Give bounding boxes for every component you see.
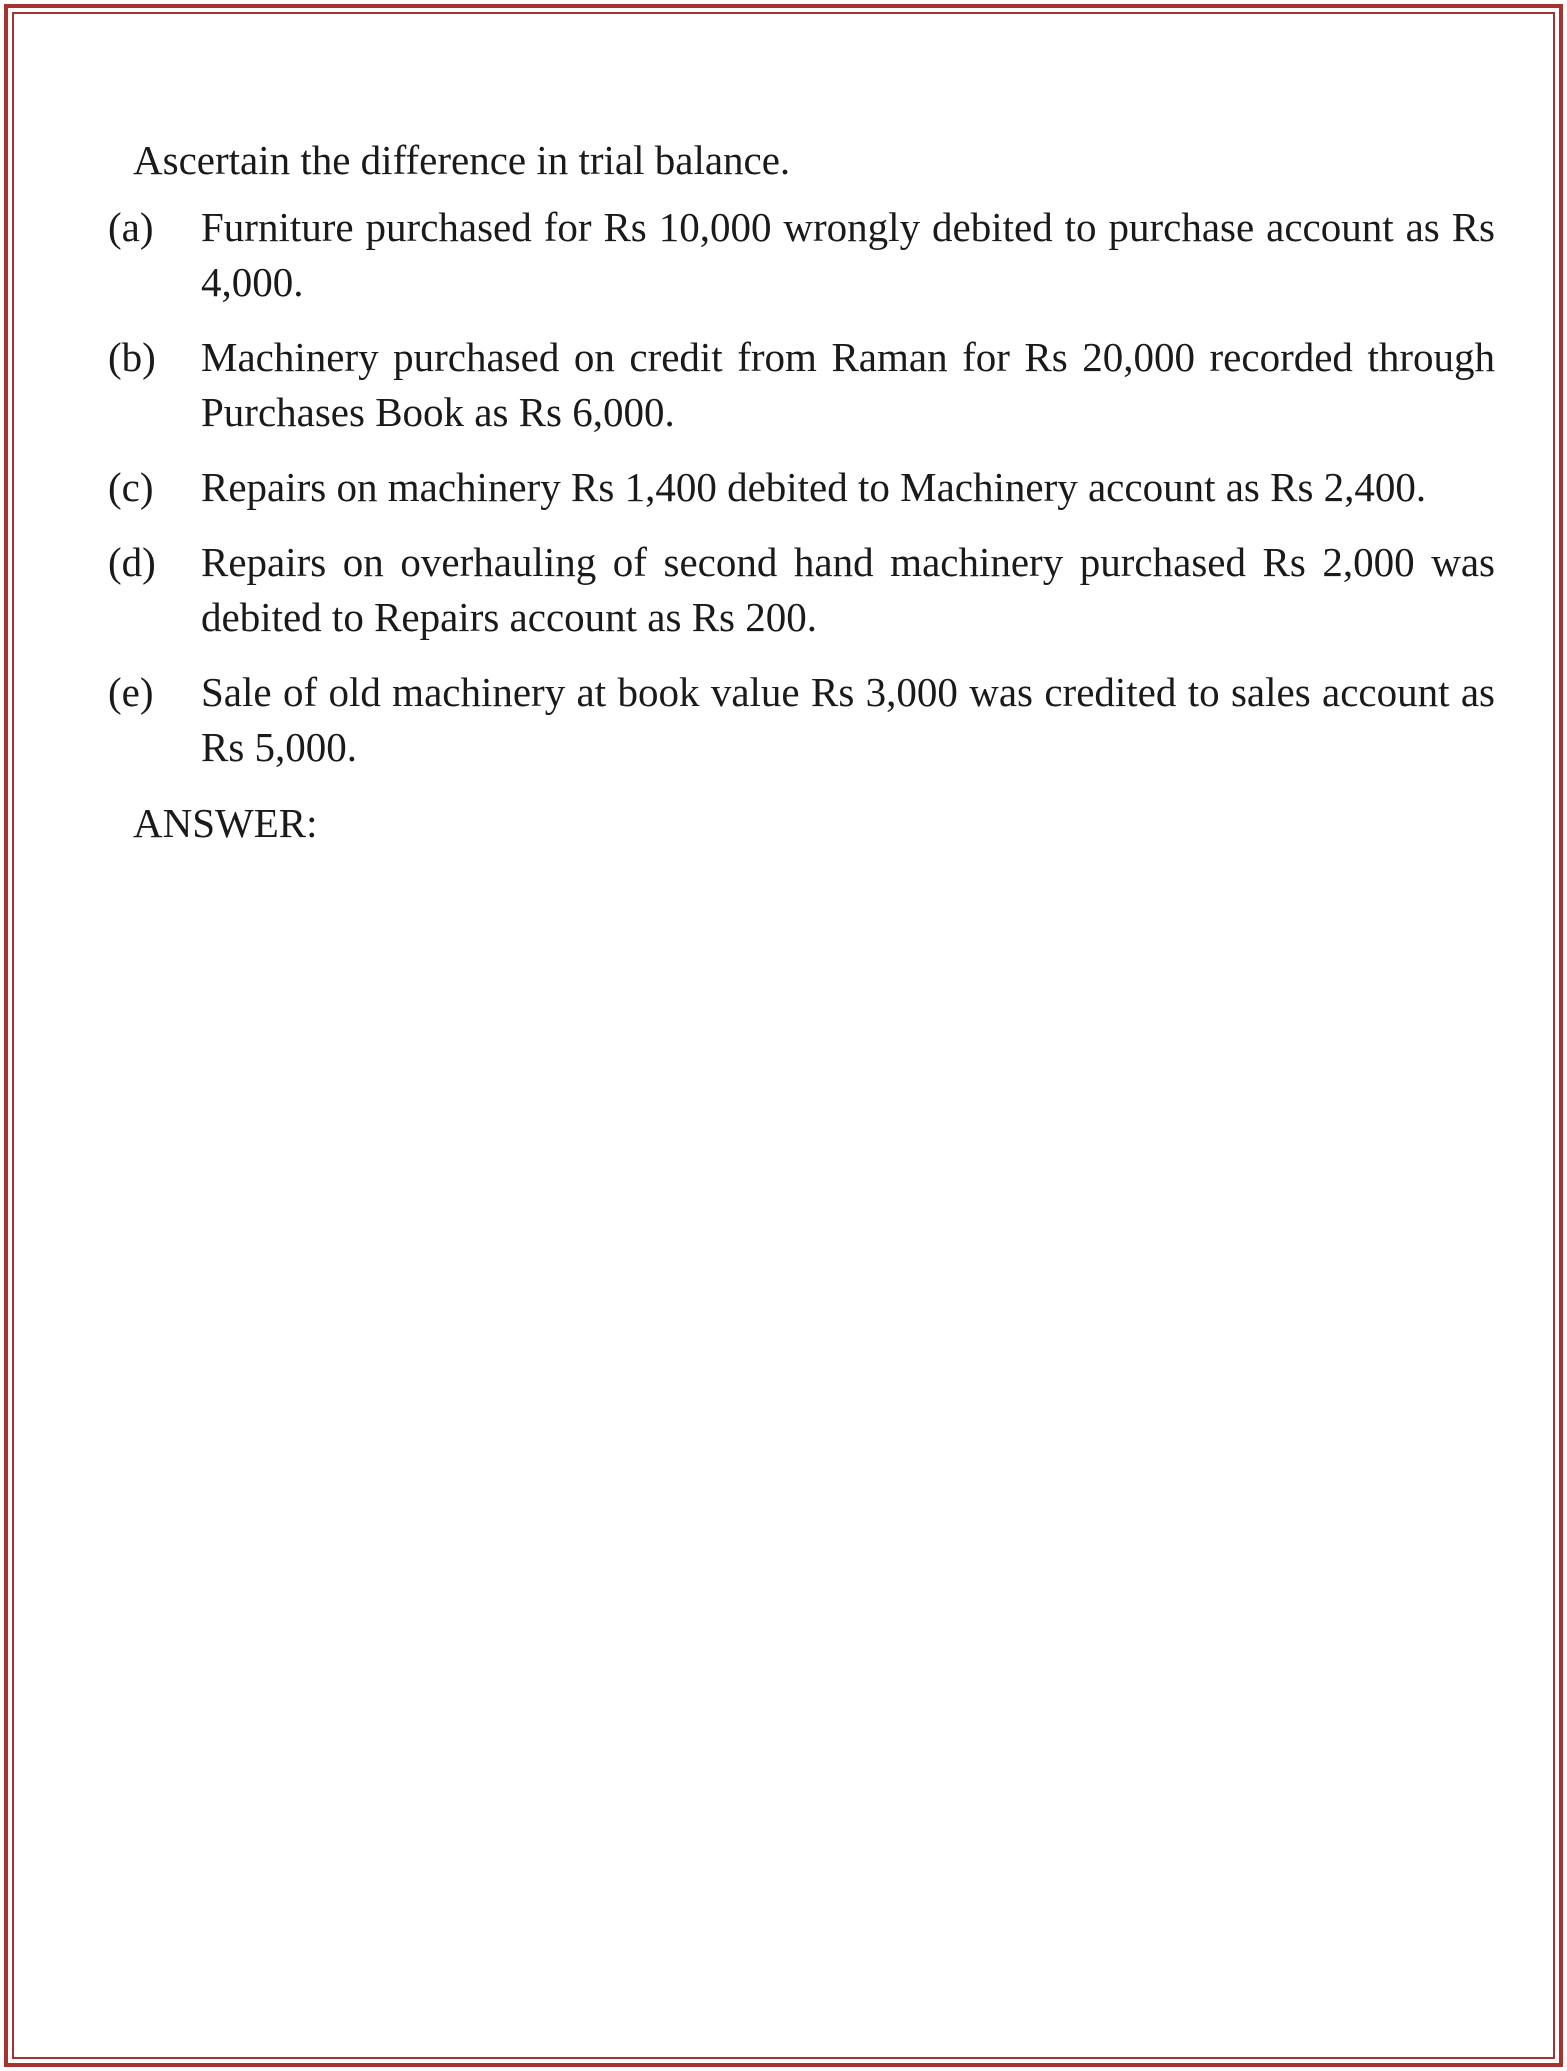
question-text: Repairs on machinery Rs 1,400 debited to Machinery account as Rs 2,400. [201,464,1427,510]
question-text: Sale of old machinery at book value Rs 3,000 was credited to sales account as Rs 5,000. [201,669,1495,770]
question-item-a [108,200,1495,310]
question-item-e [108,665,1495,775]
document-content [108,132,1495,851]
question-label: (c) [108,464,154,510]
question-label: (a) [108,204,154,250]
question-label: (b) [108,334,156,380]
question-heading: Ascertain the difference in trial balance. [133,137,791,183]
question-text: Machinery purchased on credit from Raman for Rs 20,000 recorded through Purchases Book as Rs 6,000. [201,334,1495,435]
question-text: Furniture purchased for Rs 10,000 wrongly debited to purchase account as Rs 4,000. [201,204,1495,305]
question-label: (d) [108,539,156,585]
answer-label: ANSWER: [133,800,318,846]
question-item-c [108,460,1495,515]
question-text: Repairs on overhauling of second hand machinery purchased Rs 2,000 was debited to Repairs account as Rs 200. [201,539,1495,640]
question-item-b [108,330,1495,440]
question-item-d [108,535,1495,645]
question-label: (e) [108,669,154,715]
